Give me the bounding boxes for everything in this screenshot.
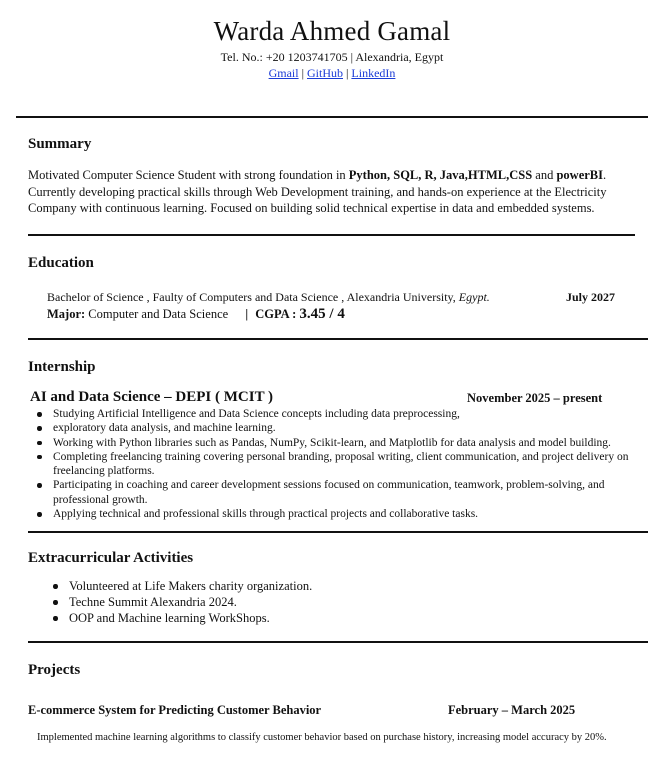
- degree-country: Egypt.: [458, 290, 490, 304]
- list-item: Techne Summit Alexandria 2024.: [31, 594, 631, 610]
- project-name: E-commerce System for Predicting Customer Behavior: [28, 703, 322, 717]
- internship-role: AI and Data Science – DEPI ( MCIT ): [30, 389, 274, 405]
- summary-skills: Python, SQL, R, Java,HTML,CSS: [348, 168, 533, 182]
- major-sep: |: [245, 307, 249, 321]
- summary-skills-bi: powerBI: [556, 168, 604, 182]
- cgpa-value: 3.45 / 4: [299, 306, 345, 322]
- summary-text: [28, 167, 620, 217]
- cgpa-label: CGPA :: [255, 307, 297, 321]
- project-date: February – March 2025: [448, 703, 576, 717]
- contact-info: Tel. No.: +20 1203741705 | Alexandria, Egypt: [220, 50, 444, 64]
- activities-list: [31, 578, 631, 626]
- summary-part: . Currently developing practical skills through Web Development training, and hands-on experience at the Electricity Company with continuous learning. Focused on building solid technical expertise in data and embedded systems.: [28, 168, 607, 215]
- divider: [16, 116, 648, 118]
- github-link[interactable]: GitHub: [307, 66, 343, 80]
- internship-bullets: [30, 407, 646, 521]
- summary-part: Motivated Computer Science Student with strong foundation in: [28, 168, 349, 182]
- summary-part: and: [532, 168, 557, 182]
- list-item: exploratory data analysis, and machine learning.: [30, 421, 646, 435]
- gmail-link[interactable]: Gmail: [268, 66, 299, 80]
- degree-text: Bachelor of Science , Faulty of Computers and Data Science , Alexandria University,: [47, 290, 459, 304]
- internship-heading: Internship: [28, 359, 96, 375]
- education-date: July 2027: [566, 290, 616, 304]
- divider: [28, 531, 648, 533]
- internship-date: November 2025 – present: [467, 391, 603, 405]
- major-line: [47, 306, 345, 323]
- projects-heading: Projects: [28, 662, 81, 678]
- list-item: Participating in coaching and career development sessions focused on communication, teamwork, problem-solving, and professional growth.: [30, 478, 646, 507]
- link-separator: |: [343, 66, 352, 80]
- degree: [47, 290, 490, 305]
- linkedin-link[interactable]: LinkedIn: [351, 66, 396, 80]
- list-item: Applying technical and professional skills through practical projects and collaborative tasks.: [30, 507, 646, 521]
- list-item: OOP and Machine learning WorkShops.: [31, 610, 631, 626]
- divider: [28, 641, 648, 643]
- resume-name: Warda Ahmed Gamal: [213, 16, 451, 46]
- list-item: Volunteered at Life Makers charity organization.: [31, 578, 631, 594]
- major-value: Computer and Data Science: [85, 307, 229, 321]
- link-separator: |: [298, 66, 307, 80]
- divider: [28, 234, 635, 236]
- education-heading: Education: [28, 255, 94, 271]
- list-item: Working with Python libraries such as Pandas, NumPy, Scikit-learn, and Matplotlib for data analysis and model building.: [30, 436, 646, 450]
- activities-heading: Extracurricular Activities: [28, 550, 194, 566]
- project-description: Implemented machine learning algorithms to classify customer behavior based on purchase history, increasing model accuracy by 20%.: [37, 732, 607, 743]
- summary-heading: Summary: [28, 136, 92, 152]
- profile-links: [0, 66, 664, 81]
- divider: [28, 338, 648, 340]
- major-label: Major:: [47, 307, 86, 321]
- list-item: Completing freelancing training covering personal branding, proposal writing, client communication, and project delivery on freelancing platforms.: [30, 450, 646, 479]
- list-item: Studying Artificial Intelligence and Data Science concepts including data preprocessing,: [30, 407, 646, 421]
